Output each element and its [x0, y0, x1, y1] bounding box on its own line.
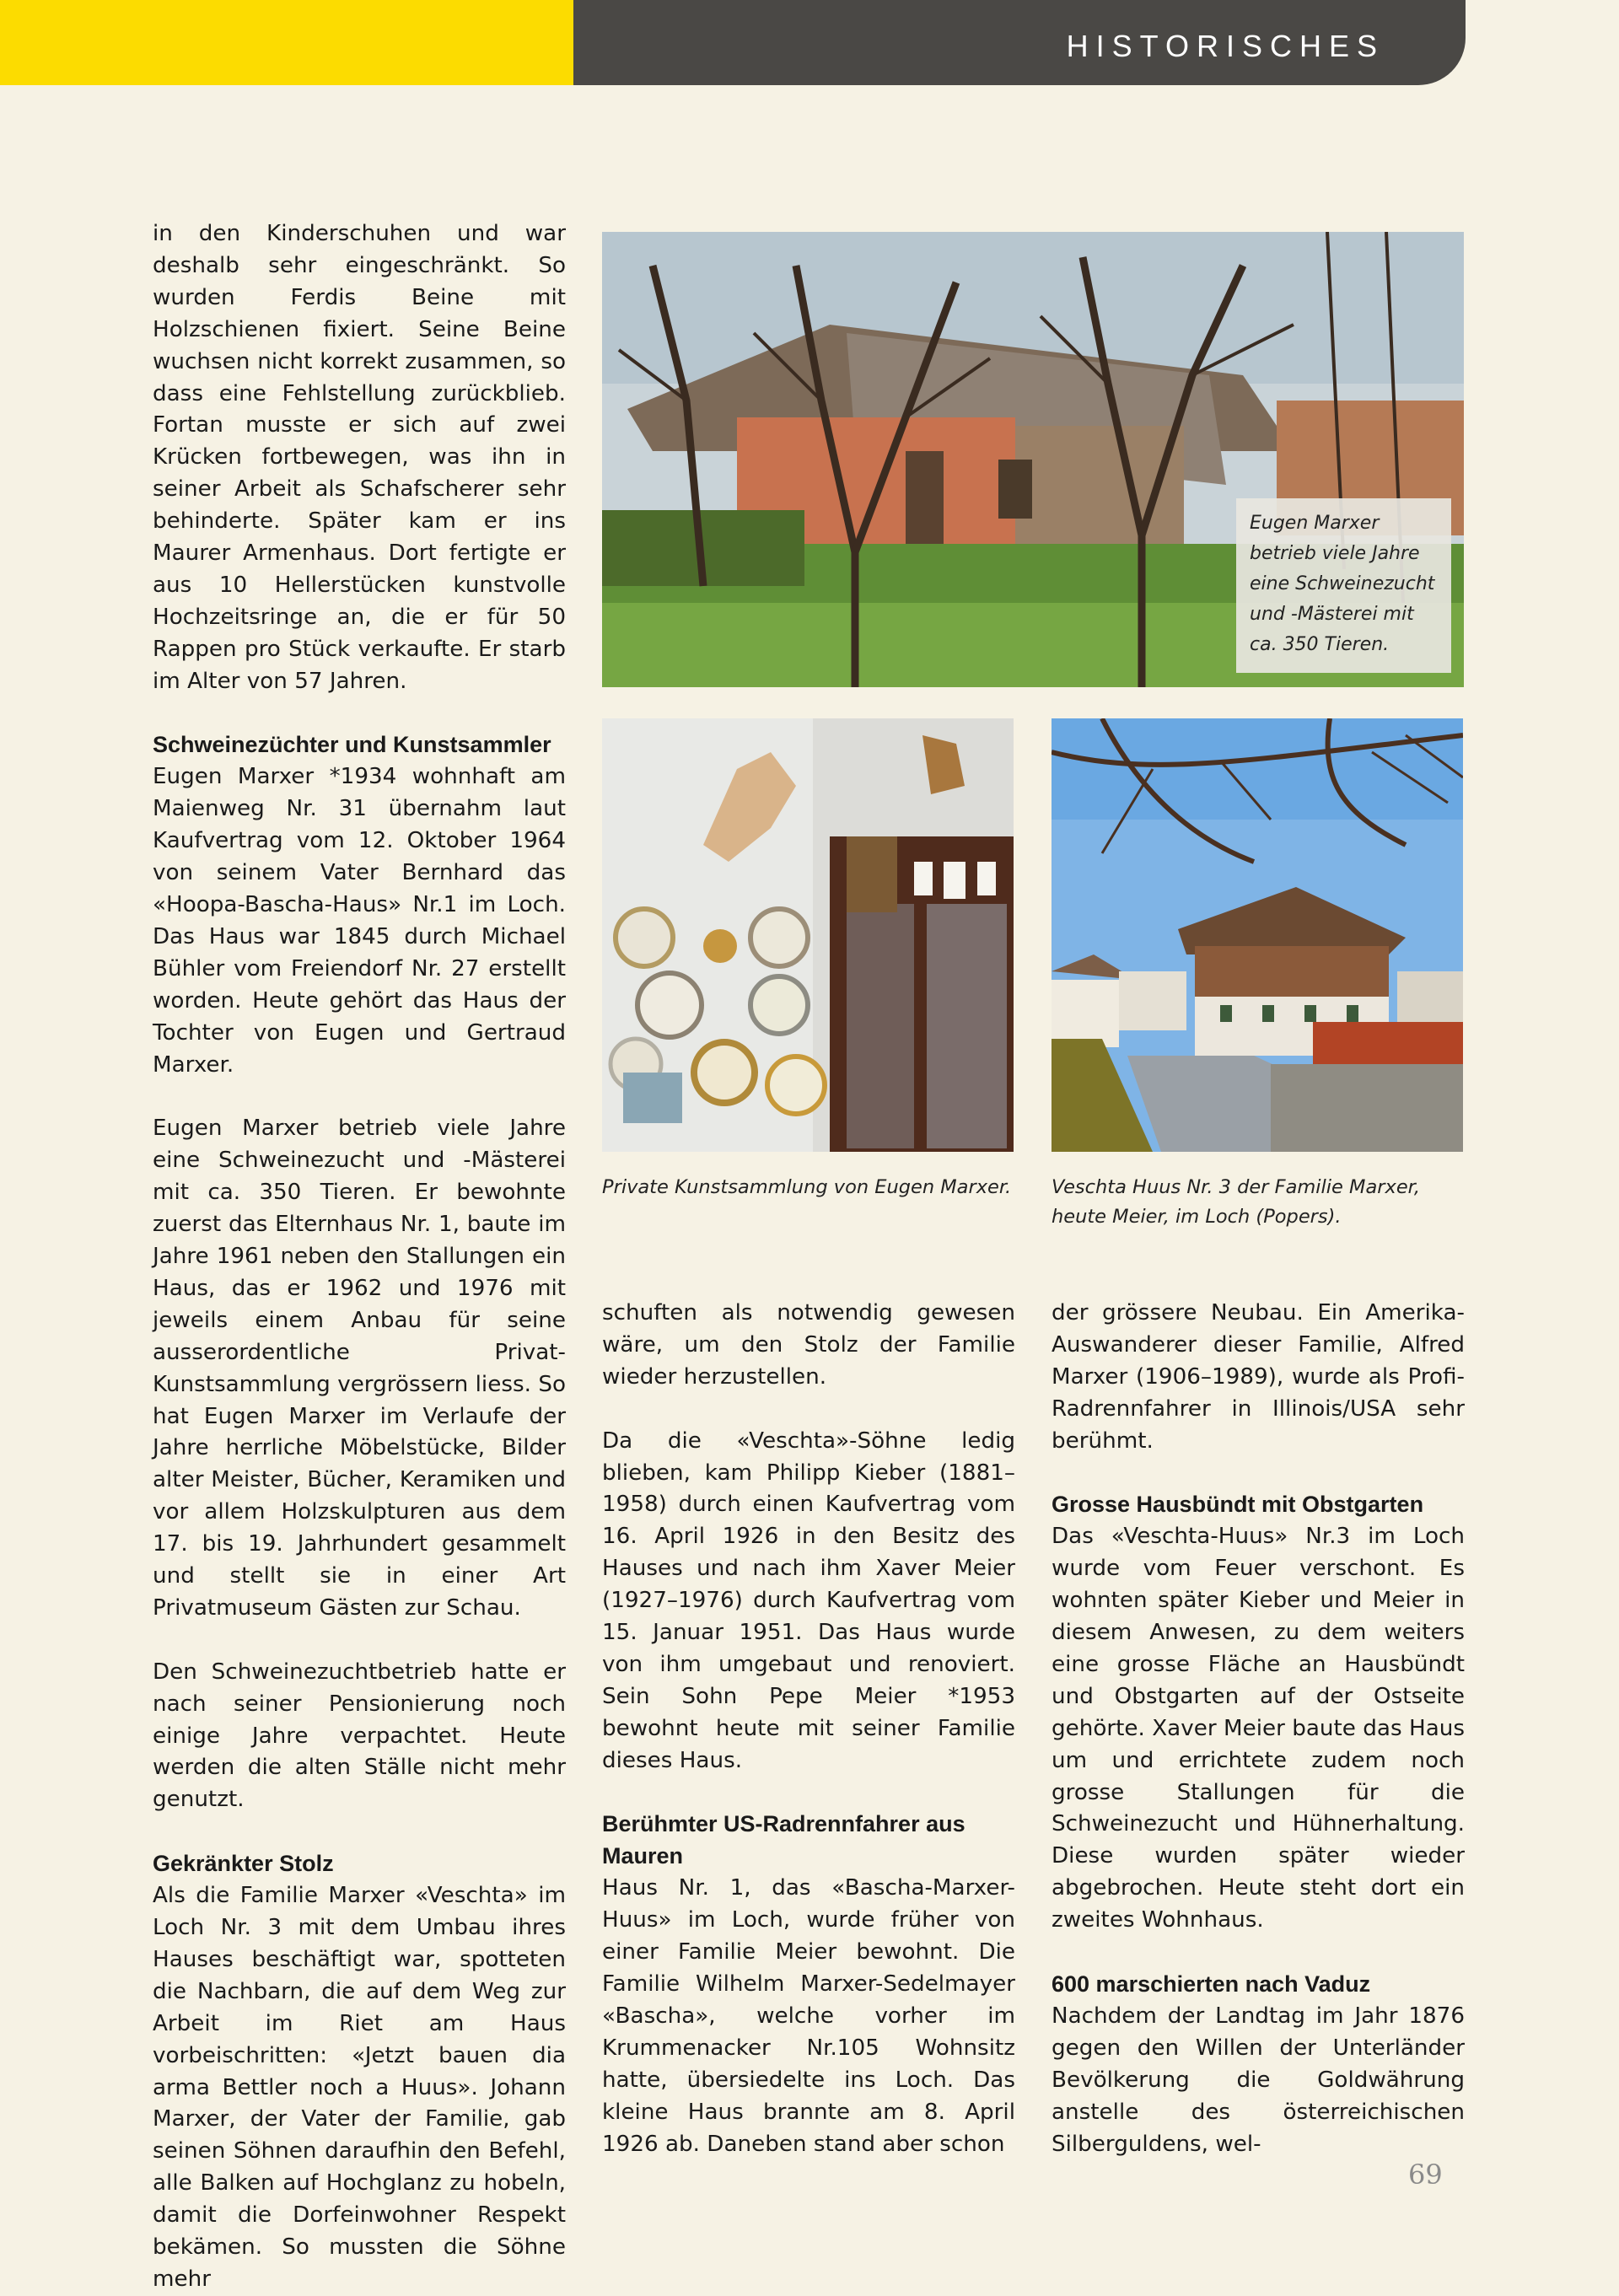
paragraph: Eugen Marxer *1934 wohnhaft am Maienweg Nr. 31 übernahm laut Kaufvertrag vom 12. Oktober 1964 von seinem Vater Bernhard das «Hoopa-Bascha-Haus» Nr.1 im Loch. Das Haus war 1845 durch Michael Bühler vom Freiendorf Nr. 27 erstellt worden. Heute gehört das Haus der Tochter von Eugen und Gertraud Marxer.	[153, 764, 566, 1078]
paragraph: Eugen Marxer betrieb viele Jahre eine Schweinezucht und -Mästerei mit ca. 350 Tieren. Er bewohnte zuerst das Elternhaus Nr. 1, baute im Jahre 1961 neben den Stallungen ein Haus, das er 1962 und 1976 mit jeweils einem Anbau für seine ausserordentliche Privat-Kunstsammlung vergrössern liess. So hat Eugen Marxer im Verlaufe der Jahre herrliche Möbelstücke, Bilder alter Meister, Bücher, Keramiken und vor allem Holzskulpturen aus dem 17. bis 19. Jahrhundert gesammelt und stellt sie in einer Art Privatmuseum Gästen zur Schau.	[153, 1116, 566, 1621]
subheading: Grosse Hausbündt mit Obstgarten	[1052, 1492, 1424, 1518]
paragraph: Haus Nr. 1, das «Bascha-Marxer-Huus» im Loch, wurde früher von einer Familie Meier bewohnt. Die Familie Wilhelm Marxer-Sedelmayer «Bascha», welche vorher im Krummenacker Nr.105 Wohnsitz hatte, übersiedelte ins Loch. Das kleine Haus brannte am 8. April 1926 ab. Daneben stand aber schon	[602, 1875, 1015, 2157]
subheading: Gekränkter Stolz	[153, 1851, 334, 1877]
paragraph: schuften als notwendig gewesen wäre, um den Stolz der Familie wieder herzustellen.	[602, 1300, 1015, 1390]
text-column-left	[153, 218, 566, 2296]
paragraph: in den Kinderschuhen und war deshalb sehr eingeschränkt. So wurden Ferdis Beine mit Holzschienen fixiert. Seine Beine wuchsen nicht korrekt zusammen, so dass eine Fehlstellung zurückblieb. Fortan musste er sich auf zwei Krücken fortbewegen, was ihn in seiner Arbeit als Schafscherer sehr behinderte. Später kam er ins Maurer Armenhaus. Dort fertigte er aus 10 Hellerstücken kunstvolle Hochzeitsringe an, die er für 50 Rappen pro Stück verkaufte. Er starb im Alter von 57 Jahren.	[153, 221, 566, 694]
text-column-right	[1052, 1298, 1465, 2160]
subheading: Schweinezüchter und Kunstsammler	[153, 732, 551, 758]
photo-art-collection	[602, 718, 1014, 1152]
paragraph: der grössere Neubau. Ein Amerika-Auswanderer dieser Familie, Alfred Marxer (1906–1989), wurde als Profi-Radrennfahrer in Illinois/USA sehr berühmt.	[1052, 1300, 1465, 1454]
photo-caption: Veschta Huus Nr. 3 der Familie Marxer, heute Meier, im Loch (Popers).	[1052, 1176, 1421, 1228]
paragraph: Nachdem der Landtag im Jahr 1876 gegen den Willen der Unterländer Bevölkerung die Goldwährung anstelle des österreichischen Silberguldens, wel-	[1052, 2003, 1465, 2157]
paragraph: Das «Veschta-Huus» Nr.3 im Loch wurde vom Feuer verschont. Es wohnten später Kieber und Meier in diesem Anwesen, zu dem weiters eine grosse Fläche an Hausbündt und Obstgarten auf der Ostseite gehörte. Xaver Meier baute das Haus um und errichtete zudem noch grosse Stallungen für die Schweinezucht und Hühnerhaltung. Diese wurden später wieder abgebrochen. Heute steht dort ein zweites Wohnhaus.	[1052, 1524, 1465, 1933]
photo-caption: Private Kunstsammlung von Eugen Marxer.	[602, 1176, 1012, 1198]
section-header-tab	[573, 0, 1466, 85]
subheading: Berühmter US-Radrennfahrer aus Mauren	[602, 1811, 965, 1869]
section-title: HISTORISCHES	[1066, 28, 1385, 63]
paragraph: Als die Familie Marxer «Veschta» im Loch Nr. 3 mit dem Umbau ihres Hauses beschäftigt war, spotteten die Nachbarn, die auf dem Weg zur Arbeit im Riet am Haus vorbeischritten: «Jetzt bauen dia arma Bettler noch a Huus». Johann Marxer, der Vater der Familie, gab seinen Söhnen daraufhin den Befehl, alle Balken auf Hochglanz zu hobeln, damit die Dorfeinwohner Respekt bekämen. So mussten die Söhne mehr	[153, 1883, 566, 2292]
photo-caption-overlay: Eugen Marxer betrieb viele Jahre eine Schweinezucht und -Mästerei mit ca. 350 Tieren.	[1236, 498, 1451, 673]
yellow-accent-bar	[0, 0, 573, 85]
text-column-middle	[602, 1298, 1015, 2160]
paragraph: Da die «Veschta»-Söhne ledig blieben, kam Philipp Kieber (1881–1958) durch einen Kaufvertrag vom 16. April 1926 in den Besitz des Hauses und nach ihm Xaver Meier (1927–1976) durch Kaufvertrag vom 15. Januar 1951. Das Haus wurde von ihm umgebaut und renoviert. Sein Sohn Pepe Meier *1953 bewohnt heute mit seiner Familie dieses Haus.	[602, 1428, 1015, 1773]
paragraph: Den Schweinezuchtbetrieb hatte er nach seiner Pensionierung noch einige Jahre verpachtet. Heute werden die alten Ställe nicht mehr genutzt.	[153, 1659, 566, 1813]
photo-veschta-huus	[1052, 718, 1463, 1152]
page-number: 69	[1408, 2159, 1443, 2191]
subheading: 600 marschierten nach Vaduz	[1052, 1971, 1371, 1997]
